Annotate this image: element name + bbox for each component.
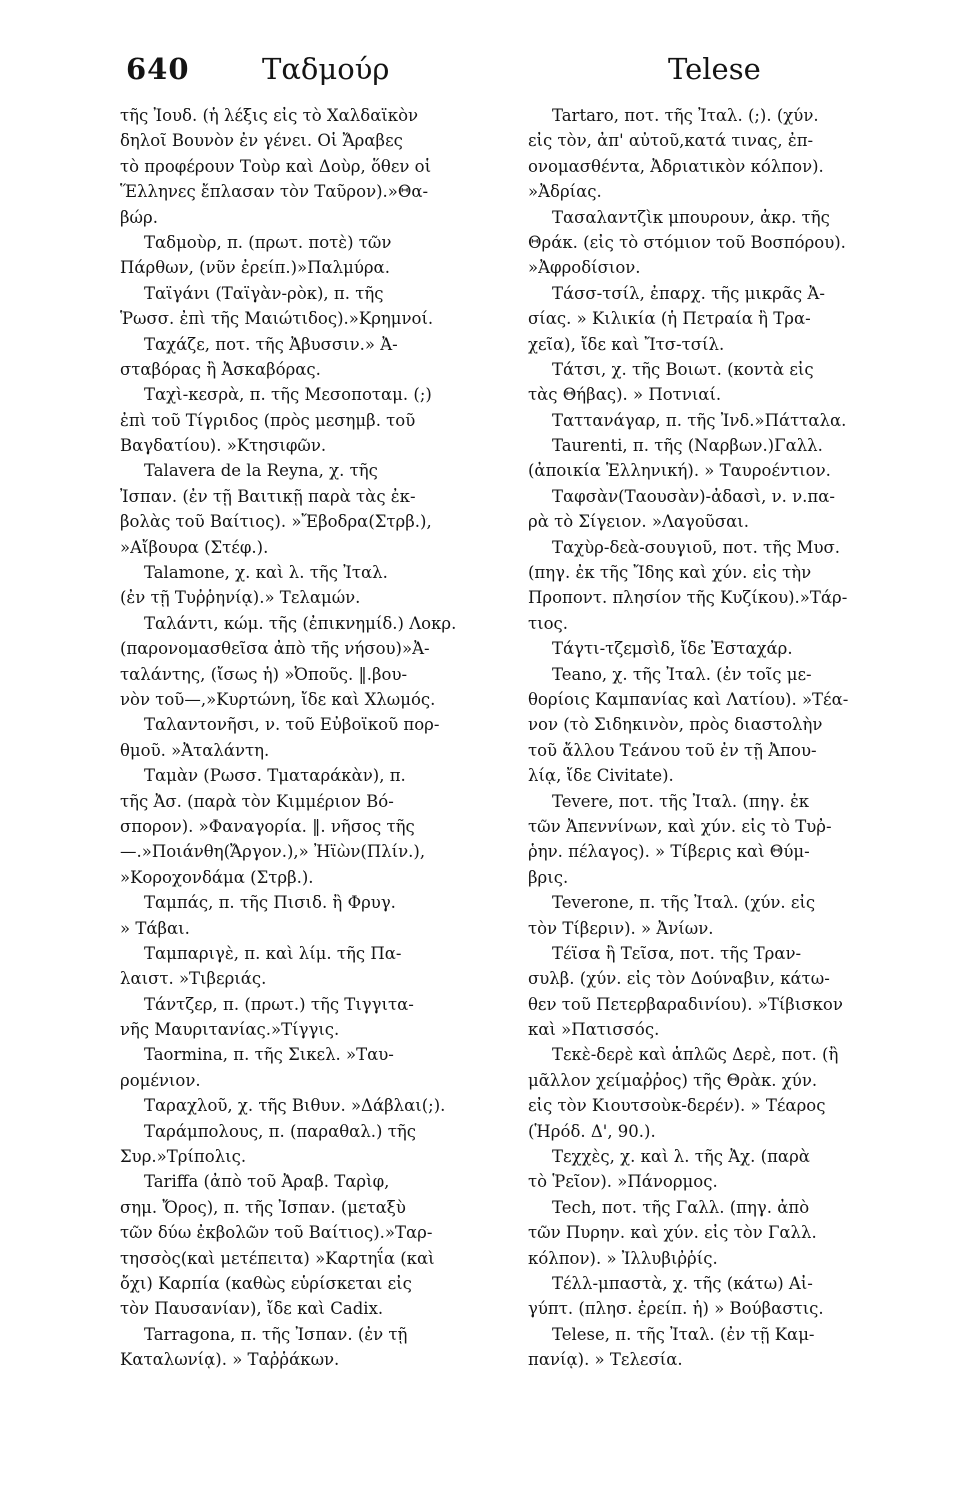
text-line: χεῖα), ἴδε καὶ Ἴτσ-τσίλ. (528, 334, 725, 354)
text-line: Συρ.»Τρίπολις. (120, 1147, 247, 1167)
text-line: Βαγδατίου). »Κτησιφῶν. (120, 436, 327, 456)
text-line: Τάτσι, χ. τῆς Βοιωτ. (κοντὰ εἰς (552, 359, 814, 379)
text-line: τὰς Θήβας). » Ποτνιαί. (528, 385, 722, 405)
text-line: Ταττανάγαρ, π. τῆς Ἰνδ.»Πάτταλα. (552, 410, 847, 430)
text-line: ρὰ τὸ Σίγειον. »Λαγοῦσαι. (528, 512, 749, 532)
text-line: ονομασθέντα, Ἀδριατικὸν κόλπον). (528, 156, 824, 176)
text-line: τιος. (528, 613, 569, 633)
text-line: Tartaro, ποτ. τῆς Ἰταλ. (;). (χύν. (552, 106, 819, 125)
text-line: ρομένιον. (120, 1070, 201, 1090)
text-line: μᾶλλον χείμαῤῥος) τῆς Θρὰκ. χύν. (528, 1070, 818, 1090)
text-line: (ἐν τῇ Τυῤῥηνίᾳ).» Τελαμών. (120, 588, 361, 608)
text-line: » Τάβαι. (120, 918, 190, 938)
text-line: σπορον). »Φαναγορία. ‖. νῆσος τῆς (120, 816, 415, 836)
text-line: Taormina, π. τῆς Σικελ. »Ταυ- (144, 1045, 394, 1065)
text-line: καὶ »Πατισσός. (528, 1020, 660, 1040)
text-line: Καταλωνίᾳ). » Ταῤῥάκων. (120, 1350, 340, 1370)
text-line: τῶν Ἀπεννίνων, καὶ χύν. εἰς τὸ Τυῤ- (528, 816, 832, 836)
text-line: βολὰς τοῦ Βαίτιος). »Ἔβοδρα(Στρβ.), (120, 512, 432, 532)
text-line: τὸ προφέρουν Τοὺρ καὶ Δοὺρ, ὅθεν οἱ (120, 156, 432, 176)
text-line: Ταραχλοῦ, χ. τῆς Βιθυν. »Δάβλαι(;). (144, 1096, 446, 1116)
text-line: Ταμπάς, π. τῆς Πισιδ. ἢ Φρυγ. (144, 893, 396, 913)
text-line: Ἰσπαν. (ἐν τῇ Βαιτικῇ παρὰ τὰς ἐκ- (120, 486, 416, 506)
text-line: »Αἴβουρα (Στέφ.). (120, 537, 269, 557)
text-line: Tech, ποτ. τῆς Γαλλ. (πηγ. ἀπὸ (552, 1197, 810, 1217)
text-line: εἰς τὸν Κιουτσοὺκ-δερέν). » Τέαρος (528, 1096, 826, 1116)
text-line: τησσὸς(καὶ μετέπειτα) »Καρτηΐα (καὶ (120, 1248, 435, 1268)
text-line: Talamone, χ. καὶ λ. τῆς Ἰταλ. (144, 563, 388, 583)
text-line: Προποντ. πλησίον τῆς Κυζίκου).»Τάρ- (528, 588, 848, 608)
text-line: θμοῦ. »Ἀταλάντη. (120, 740, 270, 760)
text-line: Τάσσ-τσίλ, ἐπαρχ. τῆς μικρᾶς Ἀ- (552, 283, 825, 303)
text-line: συλβ. (χύν. εἰς τὸν Δούναβιν, κάτω- (528, 969, 830, 989)
text-line: Ἕλληνες ἔπλασαν τὸν Ταῦρον).»Θα- (120, 182, 429, 202)
text-line: (ἀποικία Ἑλληνική). » Ταυροέντιον. (528, 461, 831, 481)
text-line: Ταχάζε, ποτ. τῆς Ἀβυσσιν.» Ἀ- (144, 334, 398, 354)
text-line: τῶν δύω ἐκβολῶν τοῦ Βαίτιος).»Ταρ- (120, 1223, 433, 1243)
text-line: Ταδμοὺρ, π. (πρωτ. ποτὲ) τῶν (144, 232, 392, 252)
left-running-head: Ταδμούρ (262, 52, 390, 86)
text-line: λαιστ. »Τιβεριάς. (120, 969, 267, 989)
text-line: Τέλλ-μπαστὰ, χ. τῆς (κάτω) Αἰ- (552, 1273, 813, 1293)
text-line: Τέϊσα ἢ Τεῖσα, ποτ. τῆς Τραν- (552, 943, 802, 963)
text-line: Teverone, π. τῆς Ἰταλ. (χύν. εἰς (552, 893, 816, 913)
text-line: Teano, χ. τῆς Ἰταλ. (ἐν τοῖς με- (552, 664, 812, 684)
text-line: (Ἡρόδ. Δ', 90.). (528, 1121, 656, 1141)
text-line: βώρ. (120, 207, 158, 227)
text-line: Ταφσὰν(Ταουσὰν)-ἀδασὶ, ν. ν.πα- (552, 486, 835, 506)
text-line: Θράκ. (εἰς τὸ στόμιον τοῦ Βοσπόρου). (528, 232, 846, 252)
text-line: τῆς Ἀσ. (παρὰ τὸν Κιμμέριον Βό- (120, 791, 394, 811)
right-column (528, 103, 916, 1373)
text-line: τῶν Πυρην. καὶ χύν. εἰς τὸν Γαλλ. (528, 1223, 817, 1243)
text-line: —.»Ποιάνθη(Ἄργον.),» Ἠϊὼν(Πλίν.), (120, 842, 426, 862)
text-line: Ῥωσσ. ἐπὶ τῆς Μαιώτιδος).»Κρημνοί. (120, 309, 434, 329)
text-line: Ταλαντονῆσι, ν. τοῦ Εὐβοϊκοῦ πορ- (144, 715, 440, 735)
text-line: σίας. » Κιλικία (ἡ Πετραία ἢ Τρα- (528, 309, 811, 329)
text-line: τὸν Παυσανίαν), ἴδε καὶ Cadix. (120, 1299, 384, 1319)
text-line: σταβόρας ἢ Ἀσκαβόρας. (120, 359, 321, 379)
text-line: Ταϊγάνι (Ταϊγὰν-ρὸκ), π. τῆς (144, 283, 384, 303)
text-line: Τάντζερ, π. (πρωτ.) τῆς Τιγγιτα- (144, 994, 414, 1014)
text-line: πανίᾳ). » Τελεσία. (528, 1350, 683, 1370)
text-line: Ταχὶ-κεσρὰ, π. τῆς Μεσοποταμ. (;) (144, 385, 432, 405)
left-column (120, 103, 508, 1373)
text-line: »Ἀδρίας. (528, 182, 602, 202)
text-line: Tevere, ποτ. τῆς Ἰταλ. (πηγ. ἐκ (552, 791, 810, 811)
text-line: νὸν τοῦ—,»Κυρτώνη, ἴδε καὶ Χλωμός. (120, 689, 436, 709)
text-line: Ταχὺρ-δεὰ-σουγιοῦ, ποτ. τῆς Μυσ. (552, 537, 840, 557)
text-line: Τεχχὲς, χ. καὶ λ. τῆς Ἀχ. (παρὰ (552, 1147, 810, 1167)
text-line: »Ἀφροδίσιον. (528, 258, 641, 278)
text-line: Ταμὰν (Ρωσσ. Τματαράκὰν), π. (144, 766, 406, 786)
text-line: ῥην. πέλαγος). » Τίβερις καὶ Θύμ- (528, 842, 810, 862)
text-line: νῆς Μαυριτανίας.»Τίγγις. (120, 1020, 340, 1040)
text-line: τοῦ ἄλλου Τεάνου τοῦ ἐν τῇ Ἀπου- (528, 740, 817, 760)
text-line: »Κοροχονδάμα (Στρβ.). (120, 867, 314, 887)
page-number: 640 (126, 52, 190, 86)
text-line: Ταλάντι, κώμ. τῆς (ἐπικνημίδ.) Λοκρ. (144, 613, 457, 633)
text-line: ὄχι) Καρπία (καθὼς εὑρίσκεται εἰς (120, 1273, 412, 1293)
text-line: Tariffa (ἀπὸ τοῦ Ἀραβ. Ταρὶφ, (144, 1172, 390, 1192)
right-running-head: Telese (668, 52, 761, 86)
text-line: σημ. Ὄρος), π. τῆς Ἰσπαν. (μεταξὺ (120, 1197, 406, 1217)
text-line: Πάρθων, (νῦν ἐρείπ.)»Παλμύρα. (120, 258, 390, 278)
text-line: Τεκὲ-δερὲ καὶ ἁπλῶς Δερὲ, ποτ. (ἢ (552, 1045, 839, 1065)
text-line: λίᾳ, ἴδε Civitate). (528, 766, 674, 786)
text-line: θορίοις Καμπανίας καὶ Λατίου). »Τέα- (528, 689, 849, 709)
text-line: Ταμπαριγὲ, π. καὶ λίμ. τῆς Πα- (144, 943, 402, 963)
text-line: (πηγ. ἐκ τῆς Ἴδης καὶ χύν. εἰς τὴν (528, 563, 812, 583)
text-line: τὸν Τίβεριν). » Ἀνίων. (528, 918, 714, 938)
text-line: Taurenti, π. τῆς (Ναρβων.)Γαλλ. (552, 436, 823, 456)
text-line: (παρονομασθεῖσα ἀπὸ τῆς νήσου)»Ἀ- (120, 639, 430, 659)
text-line: κόλπον). » Ἰλλυβιῤῥίς. (528, 1248, 718, 1268)
text-line: ἐπὶ τοῦ Τίγριδος (πρὸς μεσημβ. τοῦ (120, 410, 416, 430)
text-line: Telese, π. τῆς Ἰταλ. (ἐν τῇ Καμ- (552, 1324, 815, 1344)
text-line: Ταράμπολους, π. (παραθαλ.) τῆς (144, 1121, 416, 1141)
text-line: θεν τοῦ Πετερβαραδινίου). »Τίβισκον (528, 994, 843, 1014)
text-line: τὸ Ῥεῖον). »Πάνορμος. (528, 1172, 718, 1192)
text-line: γύπτ. (πλησ. ἐρείπ. ἡ) » Βούβαστις. (528, 1299, 824, 1319)
text-line: Τάγτι-τζεμσὶδ, ἴδε Ἐσταχάρ. (552, 639, 793, 659)
text-line: νον (τὸ Σιδηκινὸν, πρὸς διαστολὴν (528, 715, 823, 735)
text-line: Tarragona, π. τῆς Ἰσπαν. (ἐν τῇ (144, 1324, 408, 1344)
text-line: εἰς τὸν, ἀπ' αὐτοῦ,κατά τινας, ἐπ- (528, 131, 814, 151)
text-line: δηλοῖ Βουνὸν ἐν γένει. Οἱ Ἄραβες (120, 131, 403, 151)
page-header (0, 52, 970, 102)
text-line: Τασαλαντζὶκ μπουρουν, ἀκρ. τῆς (552, 207, 830, 227)
text-line: τῆς Ἰουδ. (ἡ λέξις εἰς τὸ Χαλδαϊκὸν (120, 106, 419, 125)
text-line: Talavera de la Reyna, χ. τῆς (144, 461, 378, 481)
text-line: ταλάντης, (ἴσως ἡ) »Ὀποῦς. ‖.βου- (120, 664, 408, 684)
text-line: βρις. (528, 867, 569, 887)
